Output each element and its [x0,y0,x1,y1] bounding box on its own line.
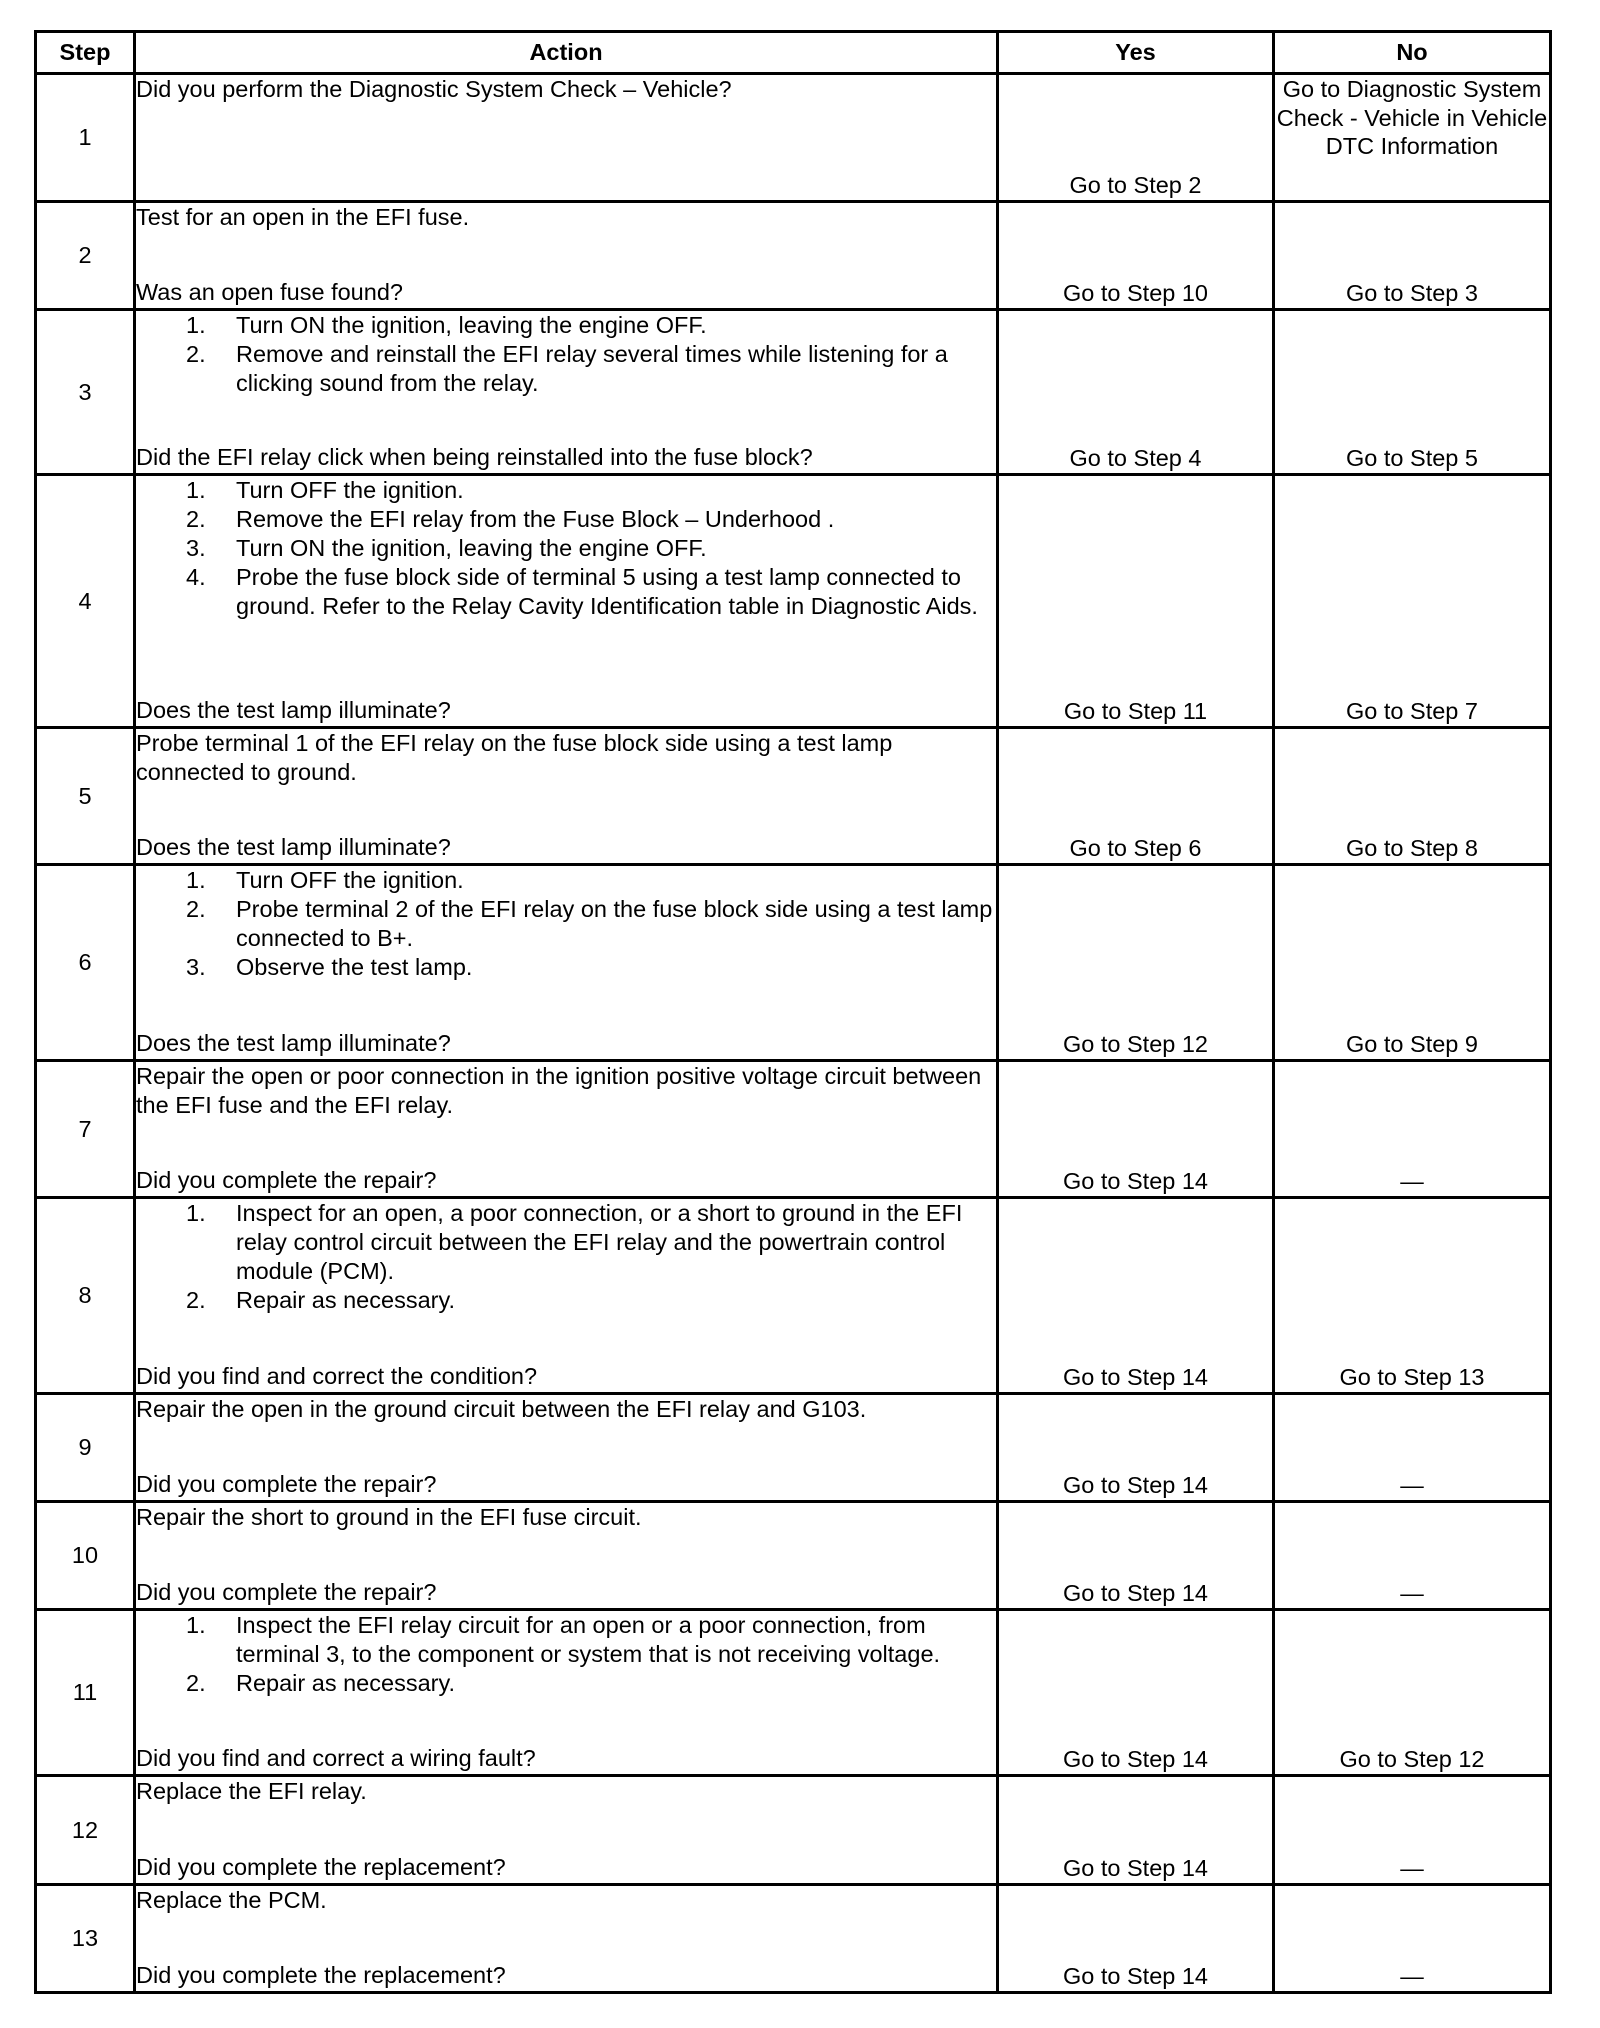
action-text: Repair the open in the ground circuit between the EFI relay and G103. [136,1396,867,1422]
action-question: Does the test lamp illuminate? [136,834,451,860]
list-item: 1. Turn OFF the ignition. [186,867,464,893]
action-cell [135,310,998,475]
action-cell [135,202,998,310]
no-cell: — [1274,1776,1551,1885]
step-number: 12 [36,1776,135,1885]
list-item: 1. Inspect the EFI relay circuit for an open or a poor connection, from terminal 3, to the component or system that is not receiving voltage. [186,1612,941,1667]
step-number: 8 [36,1198,135,1394]
list-item: 2. Repair as necessary. [186,1287,455,1313]
no-cell: Go to Step 3 [1274,202,1551,310]
action-question: Did you complete the repair? [136,1471,437,1497]
table-row [36,310,1551,475]
no-cell: — [1274,1885,1551,1993]
no-cell: — [1274,1394,1551,1502]
table-row [36,1061,1551,1198]
instruction-list [136,311,996,398]
table-row [36,1502,1551,1610]
yes-cell: Go to Step 14 [998,1885,1274,1993]
action-question: Does the test lamp illuminate? [136,1030,451,1056]
table-row [36,1610,1551,1776]
no-cell: — [1274,1502,1551,1610]
action-cell [135,728,998,865]
list-item: 3. Observe the test lamp. [186,954,473,980]
action-question: Did the EFI relay click when being reinstalled into the fuse block? [136,444,813,470]
action-text: Repair the short to ground in the EFI fuse circuit. [136,1504,642,1530]
action-text: Test for an open in the EFI fuse. [136,204,470,230]
table-row [36,475,1551,728]
diagnostic-table [34,30,1552,1994]
yes-cell: Go to Step 2 [998,74,1274,202]
table-row [36,74,1551,202]
table-row [36,1394,1551,1502]
header-row [36,32,1551,74]
step-number: 4 [36,475,135,728]
list-item: 4. Probe the fuse block side of terminal 5 using a test lamp connected to ground. Refer to the Relay Cavity Identification table in Diagnostic Aids. [186,564,978,619]
action-question: Was an open fuse found? [136,279,403,305]
no-cell: Go to Step 13 [1274,1198,1551,1394]
action-cell [135,74,998,202]
list-item: 3. Turn ON the ignition, leaving the engine OFF. [186,535,707,561]
no-cell: Go to Step 12 [1274,1610,1551,1776]
yes-cell: Go to Step 14 [998,1394,1274,1502]
header-yes: Yes [998,32,1274,74]
list-item: 2. Probe terminal 2 of the EFI relay on the fuse block side using a test lamp connected to B+. [186,896,993,951]
step-number: 2 [36,202,135,310]
list-item: 2. Repair as necessary. [186,1670,455,1696]
list-item: 2. Remove the EFI relay from the Fuse Block – Underhood . [186,506,835,532]
yes-cell: Go to Step 14 [998,1776,1274,1885]
action-text: Repair the open or poor connection in the ignition positive voltage circuit between the EFI fuse and the EFI relay. [136,1063,982,1118]
action-cell [135,1061,998,1198]
action-cell [135,1502,998,1610]
no-cell: Go to Step 8 [1274,728,1551,865]
action-question: Did you complete the replacement? [136,1962,506,1988]
step-number: 13 [36,1885,135,1993]
instruction-list [136,1199,996,1315]
no-cell: Go to Step 9 [1274,865,1551,1061]
no-cell: — [1274,1061,1551,1198]
action-cell [135,1394,998,1502]
yes-cell: Go to Step 14 [998,1198,1274,1394]
step-number: 10 [36,1502,135,1610]
yes-cell: Go to Step 11 [998,475,1274,728]
instruction-list [136,1611,996,1698]
no-cell: Go to Step 7 [1274,475,1551,728]
action-cell [135,1776,998,1885]
step-number: 1 [36,74,135,202]
step-number: 7 [36,1061,135,1198]
action-cell [135,1198,998,1394]
action-text: Replace the EFI relay. [136,1778,367,1804]
action-cell [135,475,998,728]
table-row [36,202,1551,310]
action-question: Did you complete the replacement? [136,1854,506,1880]
yes-cell: Go to Step 12 [998,865,1274,1061]
header-no: No [1274,32,1551,74]
table-row [36,1885,1551,1993]
step-number: 9 [36,1394,135,1502]
table-row [36,728,1551,865]
step-number: 5 [36,728,135,865]
table-row [36,1776,1551,1885]
step-number: 3 [36,310,135,475]
list-item: 2. Remove and reinstall the EFI relay several times while listening for a clicking sound from the relay. [186,341,948,396]
no-cell: Go to Step 5 [1274,310,1551,475]
action-text: Probe terminal 1 of the EFI relay on the fuse block side using a test lamp connected to ground. [136,730,893,785]
header-step: Step [36,32,135,74]
action-question: Does the test lamp illuminate? [136,697,451,723]
action-text: Did you perform the Diagnostic System Check – Vehicle? [136,76,732,102]
action-question: Did you complete the repair? [136,1167,437,1193]
action-text: Replace the PCM. [136,1887,327,1913]
action-question: Did you complete the repair? [136,1579,437,1605]
instruction-list [136,476,996,621]
list-item: 1. Inspect for an open, a poor connection, or a short to ground in the EFI relay control circuit between the EFI relay and the powertrain control module (PCM). [186,1200,963,1284]
list-item: 1. Turn OFF the ignition. [186,477,464,503]
action-question: Did you find and correct a wiring fault? [136,1745,536,1771]
header-action: Action [135,32,998,74]
yes-cell: Go to Step 4 [998,310,1274,475]
instruction-list [136,866,996,982]
yes-cell: Go to Step 10 [998,202,1274,310]
yes-cell: Go to Step 14 [998,1061,1274,1198]
yes-cell: Go to Step 14 [998,1610,1274,1776]
action-cell [135,865,998,1061]
table-row [36,865,1551,1061]
action-cell [135,1885,998,1993]
step-number: 6 [36,865,135,1061]
list-item: 1. Turn ON the ignition, leaving the engine OFF. [186,312,707,338]
action-question: Did you find and correct the condition? [136,1363,538,1389]
action-cell [135,1610,998,1776]
table-row [36,1198,1551,1394]
no-cell: Go to Diagnostic System Check - Vehicle in Vehicle DTC Information [1274,74,1551,202]
yes-cell: Go to Step 6 [998,728,1274,865]
yes-cell: Go to Step 14 [998,1502,1274,1610]
step-number: 11 [36,1610,135,1776]
